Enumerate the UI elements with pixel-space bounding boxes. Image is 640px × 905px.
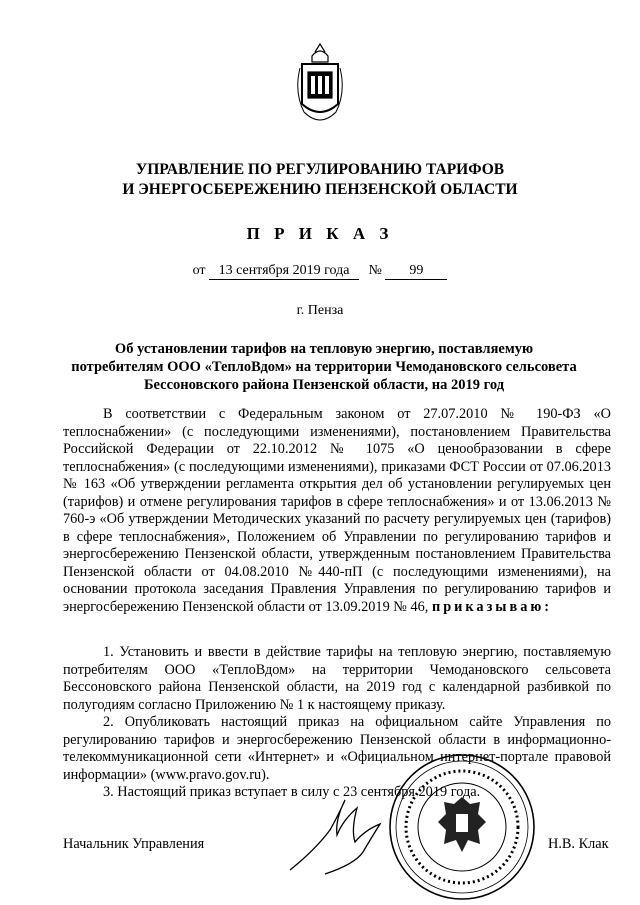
- command-word: приказываю:: [431, 598, 553, 615]
- number-label: №: [368, 263, 382, 278]
- order-title-line-3: Бессоновского района Пензенской области, на 2019 год: [143, 377, 505, 393]
- order-number: 99: [385, 263, 447, 280]
- document-type: П Р И К А З: [246, 224, 394, 243]
- organization-name: [0, 160, 640, 200]
- preamble-text: В соответствии с Федеральным законом от 27.07.2010 № 190-ФЗ «О теплоснабжении» (с последующими изменениями), постановлением Правительства Российской Федерации от 22.10.2012 № 1075 «О ценообразовании в сфере теплоснабжения» (с последующими изменениями), приказами ФСТ России от 07.06.2013 № 163 «Об утверждении регламента открытия дел об установлении регулируемых цен (тарифов) и отмене регулирования тарифов в сфере теплоснабжения» и от 13.06.2013 № 760-э «Об утверждении Методических указаний по расчету регулируемых цен (тарифов) в сфере теплоснабжения», Положением об Управлении по регулированию тарифов и энергосбережению Пензенской области, утвержденным постановлением Правительства Пензенской области от 04.08.2010 №440-пП (с последующими изменениями), на основании протокола заседания Правления Управления по регулированию тарифов и энергосбережению Пензенской области от 13.09.2019 № 46,: [63, 406, 611, 615]
- signatory-name: Н.В. Клак: [548, 836, 609, 852]
- order-title-line-1: Об установлении тарифов на тепловую энергию, поставляемую: [114, 341, 534, 357]
- from-label: от: [192, 263, 206, 278]
- signatory-position: Начальник Управления: [63, 836, 205, 852]
- organization-line-1: УПРАВЛЕНИЕ ПО РЕГУЛИРОВАНИЮ ТАРИФОВ: [135, 161, 505, 178]
- order-item: 1. Установить и ввести в действие тарифы на тепловую энергию, поставляемую потребителям ООО «ТеплоВдом» на территории Чемодановского сельсовета Бессоновского района Пензенской области, на 2019 год с календарной разбивкой по полугодиям согласно Приложению № 1 к настоящему приказу.: [63, 644, 611, 713]
- order-date: 13 сентября 2019 года: [209, 263, 359, 280]
- order-item: 3. Настоящий приказ вступает в силу с 23 сентября 2019 года.: [103, 784, 481, 800]
- official-seal-icon: [386, 752, 538, 902]
- order-title-line-2: потребителям ООО «ТеплоВдом» на территории Чемодановского сельсовета: [71, 359, 577, 375]
- coat-of-arms-icon: [294, 42, 346, 132]
- handwritten-signature-icon: [285, 790, 395, 880]
- organization-line-2: И ЭНЕРГОСБЕРЕЖЕНИЮ ПЕНЗЕНСКОЙ ОБЛАСТИ: [122, 181, 518, 198]
- preamble: [63, 406, 611, 616]
- order-date-line: [0, 263, 640, 280]
- order-title: [70, 340, 578, 394]
- city: г. Пенза: [296, 303, 344, 318]
- order-item: 2. Опубликовать настоящий приказ на официальном сайте Управления по регулированию тарифов и энергосбережению Пензенской области в информационно-телекоммуникационной сети «Интернет» и «Официальном интернет-портале правовой информации» (www.pravo.gov.ru).: [63, 714, 611, 783]
